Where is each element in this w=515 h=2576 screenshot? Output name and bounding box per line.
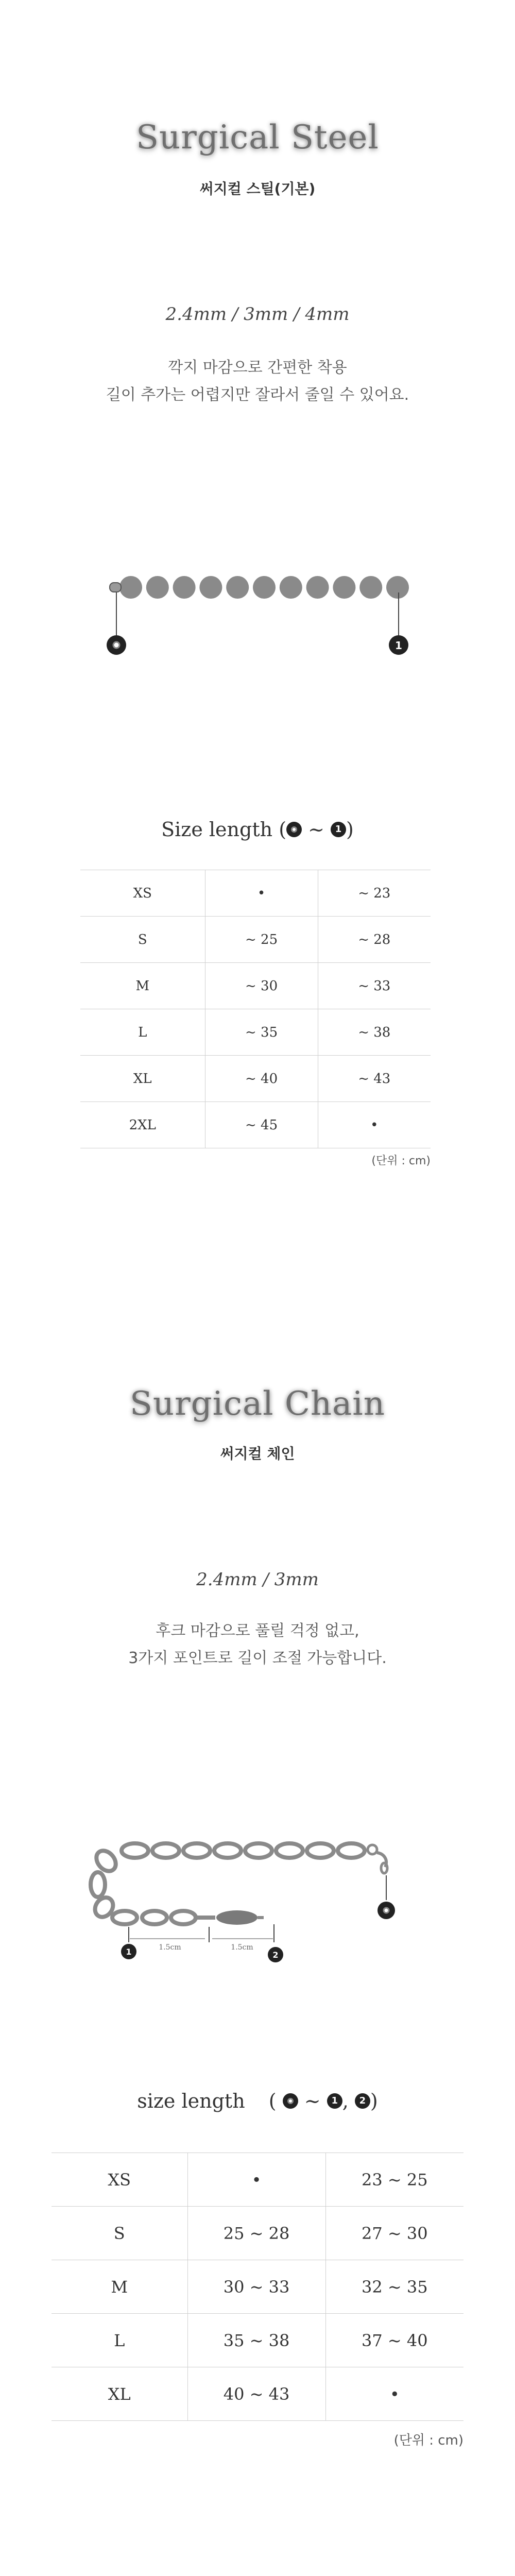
section1-subtitle: 써지컬 스틸(기본): [199, 180, 316, 197]
size-value-cell: •: [318, 1102, 431, 1148]
table-row: [52, 2260, 464, 2314]
size-value-cell: 40 ~ 43: [187, 2367, 325, 2421]
section2-unit-note: (단위 : cm): [393, 2433, 464, 2448]
table-row: [80, 917, 431, 963]
marker-start-icon: [286, 822, 302, 837]
size-value-cell: ~ 30: [205, 963, 318, 1009]
range-tilde: ~: [304, 2090, 321, 2112]
marker-start-icon: [283, 2093, 298, 2109]
table-row: [80, 870, 431, 917]
chain-bead: [119, 576, 142, 599]
size-label-cell: S: [52, 2207, 187, 2260]
chain-bead: [386, 576, 409, 599]
measure-2-label: 1.5cm: [231, 1943, 253, 1952]
section2-size-table: [52, 2153, 464, 2421]
section2-size-heading: size length ( ~ 1 , 2 ): [137, 2090, 378, 2112]
section2-subtitle: 써지컬 체인: [220, 1445, 295, 1462]
measure-1-label: 1.5cm: [159, 1943, 181, 1952]
size-label-cell: XL: [80, 1056, 205, 1102]
link-chain-diagram: [77, 1834, 438, 1984]
size-value-cell: 30 ~ 33: [187, 2260, 325, 2314]
size-value-cell: ~ 38: [318, 1009, 431, 1056]
section2-title: Surgical Chain: [130, 1385, 385, 1423]
section2-description: [0, 1618, 515, 1672]
size-value-cell: 32 ~ 35: [325, 2260, 464, 2314]
ball-chain-diagram: [103, 562, 422, 665]
size-heading-label: size length: [137, 2090, 245, 2112]
size-value-cell: ~ 40: [205, 1056, 318, 1102]
table-row: [52, 2367, 464, 2421]
table-row: [80, 1102, 431, 1148]
chain-bead: [226, 576, 249, 599]
size-value-cell: •: [325, 2367, 464, 2421]
size-label-cell: XL: [52, 2367, 187, 2421]
chain-bead: [253, 576, 276, 599]
size-heading-label: Size length: [161, 818, 273, 841]
chain-bead: [146, 576, 169, 599]
size-label-cell: S: [80, 917, 205, 963]
section1-sizes: 2.4mm / 3mm / 4mm: [165, 304, 350, 325]
size-label-cell: XS: [52, 2153, 187, 2207]
size-label-cell: L: [52, 2314, 187, 2367]
chain-bead: [333, 576, 355, 599]
size-label-cell: XS: [80, 870, 205, 917]
marker-2-label: 2: [272, 1950, 279, 1960]
section1-size-heading: Size length ( ~ 1 ): [161, 818, 354, 841]
section1-size-table: [80, 870, 431, 1148]
size-value-cell: ~ 43: [318, 1056, 431, 1102]
size-value-cell: ~ 35: [205, 1009, 318, 1056]
section1-description: [0, 354, 515, 409]
marker-1-icon: 1: [331, 822, 346, 837]
chain-bead: [199, 576, 222, 599]
size-label-cell: L: [80, 1009, 205, 1056]
marker-end-label: 1: [395, 639, 402, 652]
chain-bead: [280, 576, 302, 599]
chain-clasp: [110, 583, 121, 592]
section1-unit-note: (단위 : cm): [371, 1155, 431, 1167]
size-value-cell: 35 ~ 38: [187, 2314, 325, 2367]
size-label-cell: M: [80, 963, 205, 1009]
section1-desc-line2: 길이 추가는 어렵지만 잘라서 줄일 수 있어요.: [106, 385, 409, 404]
table-row: [52, 2314, 464, 2367]
table-row: [80, 963, 431, 1009]
size-value-cell: •: [187, 2153, 325, 2207]
marker-separator: ,: [342, 2090, 349, 2112]
table-row: [80, 1056, 431, 1102]
section1-desc-line1: 깍지 마감으로 간편한 착용: [168, 359, 347, 377]
size-value-cell: 23 ~ 25: [325, 2153, 464, 2207]
section2-sizes: 2.4mm / 3mm: [196, 1569, 319, 1590]
size-label-cell: M: [52, 2260, 187, 2314]
chain-bead: [173, 576, 196, 599]
size-value-cell: ~ 28: [318, 917, 431, 963]
chain-bead: [359, 576, 382, 599]
size-value-cell: 37 ~ 40: [325, 2314, 464, 2367]
chain-bead: [306, 576, 329, 599]
chain-tag: [216, 1910, 258, 1925]
size-value-cell: 25 ~ 28: [187, 2207, 325, 2260]
table-row: [52, 2153, 464, 2207]
table-row: [80, 1009, 431, 1056]
chain-beads: [119, 576, 409, 599]
range-tilde: ~: [308, 818, 324, 841]
size-value-cell: 27 ~ 30: [325, 2207, 464, 2260]
size-value-cell: ~ 25: [205, 917, 318, 963]
size-label-cell: 2XL: [80, 1102, 205, 1148]
section2-desc-line2: 3가지 포인트로 길이 조절 가능합니다.: [128, 1649, 387, 1667]
marker-1-label: 1: [126, 1947, 132, 1957]
size-value-cell: •: [205, 870, 318, 917]
chain-jump-ring: [368, 1845, 377, 1854]
size-value-cell: ~ 33: [318, 963, 431, 1009]
marker-1-icon: 1: [327, 2093, 342, 2109]
size-value-cell: ~ 45: [205, 1102, 318, 1148]
size-value-cell: ~ 23: [318, 870, 431, 917]
section1-title: Surgical Steel: [136, 118, 379, 157]
section2-desc-line1: 후크 마감으로 풀릴 걱정 없고,: [156, 1622, 359, 1640]
table-row: [52, 2207, 464, 2260]
marker-2-icon: 2: [355, 2093, 370, 2109]
